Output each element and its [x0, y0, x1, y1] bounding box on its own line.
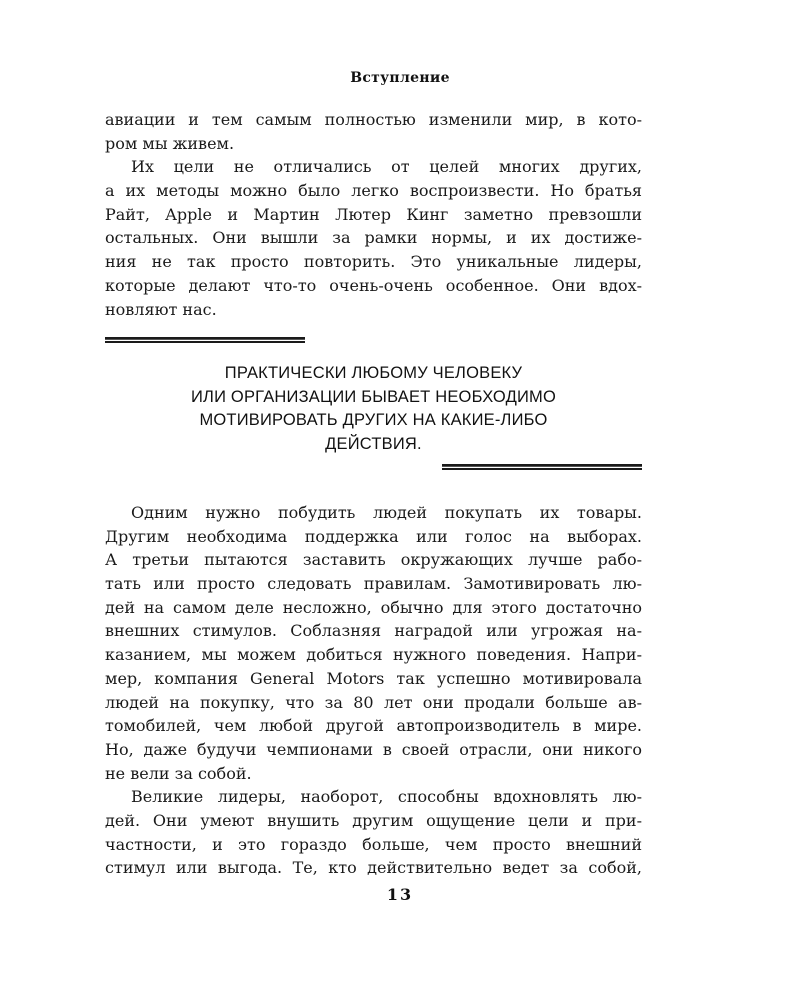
text-line: тать или просто следовать правилам. Замотивировать лю- [105, 574, 642, 594]
text-line: людей на покупку, что за 80 лет они продали больше ав- [105, 692, 642, 712]
text-line: Райт, Apple и Мартин Лютер Кинг заметно превзошли [105, 204, 642, 224]
text-line: Но, даже будучи чемпионами в своей отрасли, они никого [105, 739, 642, 759]
text-line: ром мы живем. [105, 133, 235, 153]
text-line: казанием, мы можем добиться нужного поведения. Напри- [105, 645, 642, 665]
text-line: А третьи пытаются заставить окружающих лучше рабо- [105, 550, 642, 570]
page-number: 13 [386, 885, 414, 904]
text-line: ния не так просто повторить. Это уникальные лидеры, [105, 252, 642, 272]
pullquote-line: ДЕЙСТВИЯ. [325, 434, 422, 453]
pullquote-top-rule [105, 337, 305, 343]
body-text-block-1 [105, 108, 642, 321]
text-line: новляют нас. [105, 299, 217, 319]
text-line: Другим необходима поддержка или голос на выборах. [105, 526, 642, 546]
text-line: мер, компания General Motors так успешно мотивировала [105, 668, 642, 688]
pullquote-bottom-rule [442, 464, 642, 470]
running-head-title: Вступление [350, 70, 450, 86]
text-line: а их методы можно было легко воспроизвести. Но братья [105, 181, 642, 201]
text-line: внешних стимулов. Соблазняя наградой или угрожая на- [105, 621, 642, 641]
text-line: авиации и тем самым полностью изменили мир, в кото- [105, 110, 642, 129]
text-line: дей. Они умеют внушить другим ощущение цели и при- [105, 810, 642, 830]
text-line: стимул или выгода. Те, кто действительно ведет за собой, [105, 858, 642, 878]
body-text-block-2 [105, 501, 642, 880]
text-line: Их цели не отличались от целей многих других, [131, 157, 642, 177]
text-line: которые делают что-то очень-очень особенное. Они вдох- [105, 275, 642, 295]
pullquote-line: ПРАКТИЧЕСКИ ЛЮБОМУ ЧЕЛОВЕКУ [224, 364, 523, 382]
text-line: частности, и это гораздо больше, чем просто внешний [105, 834, 642, 854]
pullquote-line: ИЛИ ОРГАНИЗАЦИИ БЫВАЕТ НЕОБХОДИМО [191, 387, 556, 406]
text-line: Великие лидеры, наоборот, способны вдохновлять лю- [131, 787, 642, 807]
pullquote [105, 362, 642, 456]
text-line: дей на самом деле несложно, обычно для этого достаточно [105, 597, 642, 617]
pullquote-line: МОТИВИРОВАТЬ ДРУГИХ НА КАКИЕ-ЛИБО [199, 411, 548, 429]
text-line: томобилей, чем любой другой автопроизводитель в мире. [105, 716, 642, 736]
text-line: остальных. Они вышли за рамки нормы, и их достиже- [105, 228, 642, 248]
text-line: Одним нужно побудить людей покупать их товары. [131, 503, 642, 522]
text-line: не вели за собой. [105, 763, 252, 783]
